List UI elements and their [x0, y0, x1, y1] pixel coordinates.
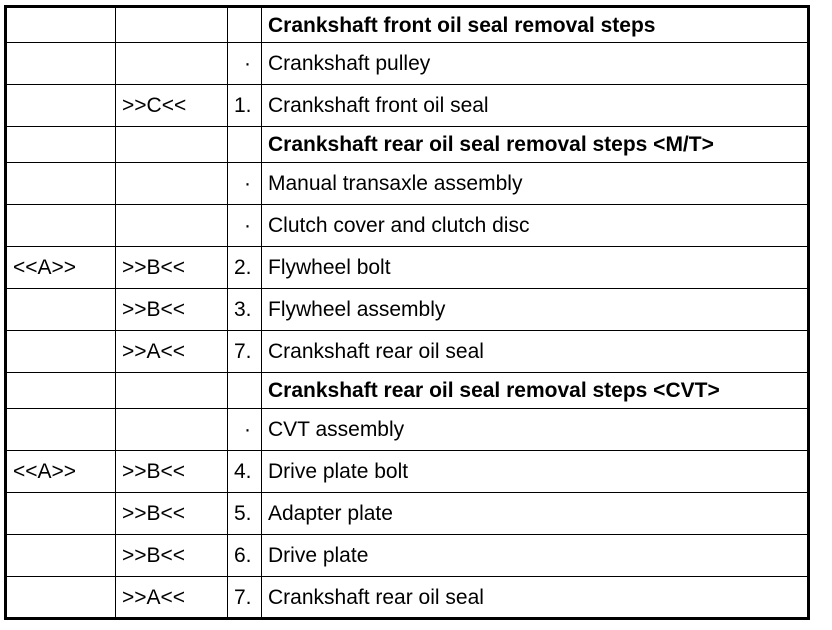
step-description: CVT assembly: [262, 409, 809, 451]
step-description: Flywheel bolt: [262, 247, 809, 289]
step-description: Manual transaxle assembly: [262, 163, 809, 205]
step-number-cell: [228, 127, 262, 163]
table-row: [6, 451, 809, 493]
installation-ref-cell: [6, 85, 116, 127]
removal-ref-cell: >>B<<: [116, 493, 228, 535]
removal-ref-cell: >>B<<: [116, 247, 228, 289]
step-description: Drive plate bolt: [262, 451, 809, 493]
installation-ref-cell: [6, 205, 116, 247]
section-heading: Crankshaft rear oil seal removal steps <CVT>: [262, 373, 809, 409]
section-heading: Crankshaft rear oil seal removal steps <M/T>: [262, 127, 809, 163]
installation-ref-cell: [6, 127, 116, 163]
step-number-cell: 2.: [228, 247, 262, 289]
installation-ref-cell: [6, 7, 116, 43]
table-row: [6, 577, 809, 619]
step-number-cell: 6.: [228, 535, 262, 577]
step-description: Crankshaft rear oil seal: [262, 577, 809, 619]
step-description: Flywheel assembly: [262, 289, 809, 331]
step-description: Adapter plate: [262, 493, 809, 535]
step-description: Crankshaft rear oil seal: [262, 331, 809, 373]
step-description: Crankshaft front oil seal: [262, 85, 809, 127]
step-bullet-cell: ·: [228, 409, 262, 451]
step-description: Crankshaft pulley: [262, 43, 809, 85]
step-description: Clutch cover and clutch disc: [262, 205, 809, 247]
step-number-cell: [228, 373, 262, 409]
removal-ref-cell: [116, 409, 228, 451]
table-row: [6, 535, 809, 577]
installation-ref-cell: [6, 163, 116, 205]
table-row: [6, 247, 809, 289]
step-number-cell: 1.: [228, 85, 262, 127]
table-row: [6, 331, 809, 373]
installation-ref-cell: <<A>>: [6, 247, 116, 289]
step-number-cell: 7.: [228, 331, 262, 373]
step-description: Drive plate: [262, 535, 809, 577]
table-row: [6, 127, 809, 163]
installation-ref-cell: [6, 535, 116, 577]
installation-ref-cell: <<A>>: [6, 451, 116, 493]
removal-ref-cell: >>C<<: [116, 85, 228, 127]
removal-ref-cell: [116, 163, 228, 205]
step-bullet-cell: ·: [228, 43, 262, 85]
table-row: [6, 7, 809, 43]
step-number-cell: 7.: [228, 577, 262, 619]
removal-ref-cell: >>B<<: [116, 289, 228, 331]
table-row: [6, 85, 809, 127]
installation-ref-cell: [6, 289, 116, 331]
installation-ref-cell: [6, 331, 116, 373]
removal-ref-cell: >>B<<: [116, 535, 228, 577]
installation-ref-cell: [6, 577, 116, 619]
step-bullet-cell: ·: [228, 205, 262, 247]
removal-ref-cell: >>A<<: [116, 577, 228, 619]
section-heading: Crankshaft front oil seal removal steps: [262, 7, 809, 43]
step-number-cell: 3.: [228, 289, 262, 331]
removal-ref-cell: >>A<<: [116, 331, 228, 373]
installation-ref-cell: [6, 409, 116, 451]
table-row: [6, 205, 809, 247]
step-number-cell: 5.: [228, 493, 262, 535]
table-row: [6, 493, 809, 535]
removal-ref-cell: [116, 7, 228, 43]
removal-ref-cell: [116, 373, 228, 409]
step-bullet-cell: ·: [228, 163, 262, 205]
removal-ref-cell: [116, 43, 228, 85]
installation-ref-cell: [6, 493, 116, 535]
table-row: [6, 289, 809, 331]
step-number-cell: [228, 7, 262, 43]
removal-steps-body: [6, 7, 809, 619]
table-row: [6, 373, 809, 409]
removal-ref-cell: >>B<<: [116, 451, 228, 493]
table-row: [6, 43, 809, 85]
removal-ref-cell: [116, 205, 228, 247]
table-row: [6, 163, 809, 205]
step-number-cell: 4.: [228, 451, 262, 493]
removal-ref-cell: [116, 127, 228, 163]
removal-steps-table: [4, 5, 810, 620]
installation-ref-cell: [6, 373, 116, 409]
table-row: [6, 409, 809, 451]
installation-ref-cell: [6, 43, 116, 85]
